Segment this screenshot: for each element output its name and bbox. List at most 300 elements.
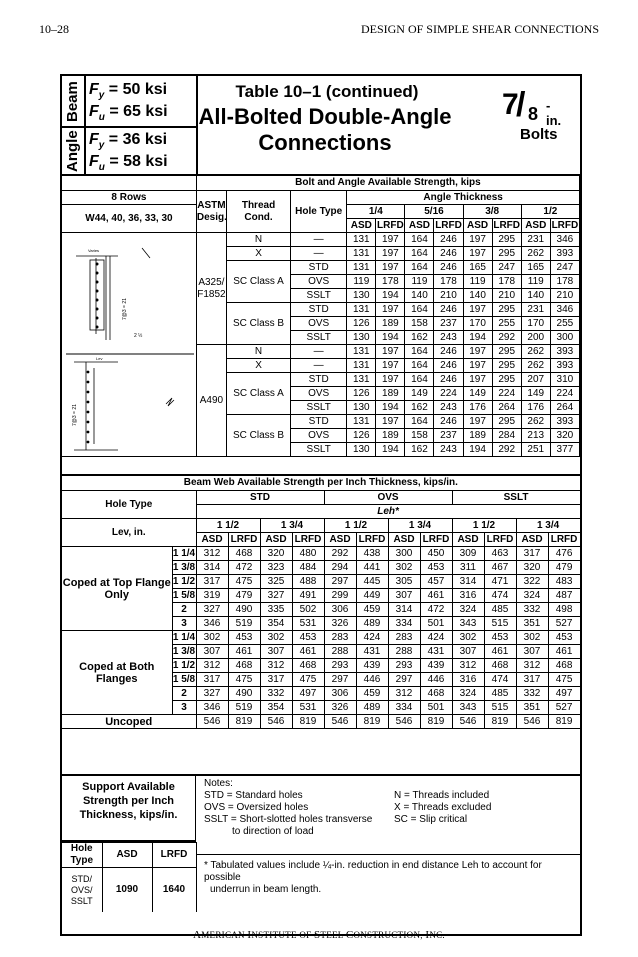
value-cell: 178 [550,275,579,289]
value-cell: 327 [260,589,292,603]
value-cell: 346 [196,617,228,631]
value-cell: 170 [463,317,492,331]
value-cell: 119 [521,275,550,289]
value-cell: 453 [420,561,452,575]
value-cell: 324 [516,589,548,603]
value-cell: 149 [463,387,492,401]
value-cell: 501 [420,701,452,715]
value-cell: 140 [463,289,492,303]
value-cell: 162 [405,443,434,457]
lev-label: Lev [96,356,103,361]
rows-label: 8 Rows [62,191,196,205]
notes-right: N = Threads included X = Threads excluded SC = Slip critical [394,790,492,825]
value-cell: 489 [356,701,388,715]
value-cell: 325 [260,575,292,589]
thread-cell: X [226,359,290,373]
value-cell: 284 [492,429,521,443]
asd-header: ASD [452,533,484,547]
web-row [62,547,580,561]
lev-value: 1 3/8 [172,561,196,573]
lrfd-header: LRFD [228,533,260,547]
leh-value: 1 1/2 [196,519,260,533]
value-cell: 322 [516,575,548,589]
value-cell: 194 [376,331,405,345]
value-cell: 498 [548,603,580,617]
notes-section [62,774,580,934]
lrfd-header: LRFD [484,533,516,547]
value-cell: 467 [484,561,516,575]
lev-value: 1 3/8 [172,645,196,657]
value-cell: 431 [356,645,388,659]
value-cell: 317 [196,575,228,589]
hole-cell: — [291,233,347,247]
section-label: Coped at Both Flanges [62,631,172,715]
leh-value: 1 1/2 [324,519,388,533]
value-cell: 210 [550,289,579,303]
value-cell: 474 [484,673,516,687]
value-cell: 131 [347,247,376,261]
asd-header: ASD [196,533,228,547]
thickness-2: 5/16 [405,205,463,219]
value-cell: 262 [521,345,550,359]
hole-cell: SSLT [291,401,347,415]
value-cell: 453 [484,631,516,645]
value-cell: 131 [347,303,376,317]
value-cell: 224 [492,387,521,401]
lrfd-h: LRFD [493,219,521,231]
value-cell: 475 [292,673,324,687]
lev-value: 2 [172,687,196,701]
value-cell: 119 [405,275,434,289]
value-cell: 162 [405,331,434,345]
value-cell: 546 [388,715,420,729]
value-cell: 262 [521,247,550,261]
value-cell: 346 [550,303,579,317]
footnote: * Tabulated values include ¼-in. reduction in end distance Leh to account for possible underrun in beam length. [204,860,542,895]
lev-value: 1 5/8 [172,673,196,685]
value-cell: 310 [550,373,579,387]
thread-cell: N [226,345,290,359]
hole-cell: STD [291,373,347,387]
support-table [62,842,197,912]
value-cell: 324 [452,687,484,701]
value-cell: 546 [260,715,292,729]
thickness-3: 3/8 [463,205,521,219]
value-cell: 164 [405,303,434,317]
hole-cell: SSLT [291,443,347,457]
value-cell: 332 [516,687,548,701]
value-cell: 197 [463,359,492,373]
value-cell: 332 [260,687,292,701]
value-cell: 140 [521,289,550,303]
value-cell: 162 [405,401,434,415]
value-cell: 346 [550,233,579,247]
value-cell: 246 [434,359,463,373]
value-cell: 475 [548,673,580,687]
value-cell: 459 [356,687,388,701]
value-cell: 292 [492,331,521,345]
value-cell: 302 [260,631,292,645]
value-cell: 293 [324,659,356,673]
web-table [62,474,581,729]
value-cell: 246 [434,303,463,317]
value-cell: 197 [463,247,492,261]
value-cell: 246 [434,373,463,387]
page-number: 10–28 [39,22,69,36]
blank-cell [62,175,196,191]
hole-cell: OVS [291,387,347,401]
value-cell: 247 [492,261,521,275]
value-cell: 299 [324,589,356,603]
value-cell: 502 [292,603,324,617]
thread-cell: SC Class B [226,303,290,345]
value-cell: 288 [324,645,356,659]
leh-header: Leh* [196,505,580,519]
value-cell: 189 [376,317,405,331]
value-cell: 463 [484,547,516,561]
value-cell: 468 [420,687,452,701]
leh-value: 1 3/4 [388,519,452,533]
hole-cell: STD [291,303,347,317]
std-header: STD [196,491,324,505]
value-cell: 476 [548,547,580,561]
table-frame [60,74,582,936]
value-cell: 519 [228,617,260,631]
value-cell: 445 [356,575,388,589]
value-cell: 393 [550,359,579,373]
value-cell: 200 [521,331,550,345]
value-cell: 307 [516,645,548,659]
value-cell: 178 [492,275,521,289]
value-cell: 197 [376,247,405,261]
value-cell: 247 [550,261,579,275]
value-cell: 312 [196,659,228,673]
thickness-1: 1/4 [347,205,405,219]
asd-h: ASD [347,219,376,233]
value-cell: 262 [521,415,550,429]
value-cell: 295 [492,247,521,261]
hole-cell: OVS [291,429,347,443]
value-cell: 197 [463,373,492,387]
value-cell: 302 [516,631,548,645]
value-cell: 439 [420,659,452,673]
value-cell: 283 [388,631,420,645]
dim3-label: 7@3 = 21 [72,404,78,426]
angle-label: Angle [64,130,81,172]
value-cell: 489 [356,617,388,631]
value-cell: 468 [548,659,580,673]
value-cell: 819 [548,715,580,729]
value-cell: 487 [548,589,580,603]
support-hole-values: STD/ OVS/ SSLT [62,868,102,913]
value-cell: 490 [228,603,260,617]
value-cell: 246 [434,233,463,247]
beam-fu: $F_u = 65$ ksi [89,103,168,124]
value-cell: 130 [347,331,376,345]
support-asd-value: 1090 [102,868,152,913]
value-cell: 306 [324,603,356,617]
shapes-label: W44, 40, 36, 33, 30 [62,205,196,233]
value-cell: 126 [347,387,376,401]
leh-value: 1 3/4 [516,519,580,533]
value-cell: 158 [405,317,434,331]
value-cell: 165 [463,261,492,275]
value-cell: 302 [452,631,484,645]
value-cell: 351 [516,617,548,631]
hole-cell: — [291,359,347,373]
page-header [39,22,599,38]
value-cell: 334 [388,617,420,631]
value-cell: 453 [228,631,260,645]
value-cell: 130 [347,401,376,415]
value-cell: 450 [420,547,452,561]
support-lrfd: LRFD [152,843,196,868]
value-cell: 446 [356,673,388,687]
value-cell: 393 [550,247,579,261]
value-cell: 164 [405,415,434,429]
hole-cell: SSLT [291,331,347,345]
hole-cell: OVS [291,275,347,289]
value-cell: 295 [492,373,521,387]
sslt-header: SSLT [452,491,580,505]
value-cell: 468 [228,659,260,673]
value-cell: 307 [452,645,484,659]
value-cell: 320 [516,561,548,575]
value-cell: 441 [356,561,388,575]
value-cell: 343 [452,617,484,631]
astm-cell: A490 [196,345,226,457]
value-cell: 264 [492,401,521,415]
value-cell: 484 [292,561,324,575]
lrfd-header: LRFD [356,533,388,547]
value-cell: 302 [196,631,228,645]
value-cell: 189 [376,429,405,443]
value-cell: 317 [260,673,292,687]
notes-left: Notes: STD = Standard holes OVS = Oversized holes SSLT = Short-slotted holes transverse to direction of load [204,778,373,837]
value-cell: 316 [452,589,484,603]
value-cell: 255 [550,317,579,331]
value-cell: 194 [463,331,492,345]
value-cell: 472 [228,561,260,575]
value-cell: 546 [196,715,228,729]
value-cell: 475 [228,673,260,687]
asd-header: ASD [260,533,292,547]
value-cell: 320 [260,547,292,561]
value-cell: 149 [521,387,550,401]
lrfd-h: LRFD [435,219,462,231]
value-cell: 312 [196,547,228,561]
value-cell: 317 [516,673,548,687]
value-cell: 546 [452,715,484,729]
value-cell: 461 [228,645,260,659]
value-cell: 243 [434,443,463,457]
value-cell: 164 [405,233,434,247]
value-cell: 531 [292,617,324,631]
value-cell: 197 [376,303,405,317]
value-cell: 819 [292,715,324,729]
uncoped-label: Uncoped [62,715,196,729]
value-cell: 210 [434,289,463,303]
lev-value: 1 1/4 [172,547,196,559]
value-cell: 197 [376,345,405,359]
value-cell: 197 [376,373,405,387]
angle-thickness-header: Angle Thickness [347,191,580,205]
asd-h: ASD [405,219,434,233]
value-cell: 126 [347,429,376,443]
thread-cell: X [226,247,290,261]
value-cell: 178 [376,275,405,289]
value-cell: 546 [516,715,548,729]
value-cell: 246 [434,247,463,261]
strength-caption: Bolt and Angle Available Strength, kips [196,175,579,191]
value-cell: 485 [484,687,516,701]
value-cell: 472 [420,603,452,617]
support-label: Support Available Strength per Inch Thickness, kips/in. [62,774,196,840]
value-cell: 237 [434,317,463,331]
value-cell: 126 [347,317,376,331]
value-cell: 431 [420,645,452,659]
value-cell: 461 [484,645,516,659]
value-cell: 819 [228,715,260,729]
thread-cell: N [226,233,290,247]
value-cell: 309 [452,547,484,561]
value-cell: 307 [260,645,292,659]
value-cell: 164 [405,261,434,275]
ovs-header: OVS [324,491,452,505]
value-cell: 224 [434,387,463,401]
value-cell: 446 [420,673,452,687]
value-cell: 335 [260,603,292,617]
value-cell: 170 [521,317,550,331]
hole-cell: STD [291,415,347,429]
beam-fy: $F_y = 50$ ksi [89,81,168,102]
value-cell: 343 [452,701,484,715]
value-cell: 320 [550,429,579,443]
dim2-label: 2 ½ [134,333,143,339]
value-cell: 819 [484,715,516,729]
value-cell: 819 [420,715,452,729]
table-number: Table 10–1 (continued) [235,82,419,101]
value-cell: 295 [492,345,521,359]
value-cell: 243 [434,331,463,345]
value-cell: 453 [292,631,324,645]
value-cell: 449 [356,589,388,603]
support-lrfd-value: 1640 [152,868,196,913]
value-cell: 483 [548,575,580,589]
value-cell: 346 [196,701,228,715]
value-cell: 485 [484,603,516,617]
asd-header: ASD [388,533,420,547]
value-cell: 158 [405,429,434,443]
value-cell: 439 [356,659,388,673]
value-cell: 131 [347,373,376,387]
thread-cell: SC Class A [226,373,290,415]
value-cell: 300 [550,331,579,345]
value-cell: 194 [463,443,492,457]
value-cell: 164 [405,373,434,387]
hole-cell: SSLT [291,289,347,303]
value-cell: 264 [550,401,579,415]
value-cell: 297 [324,673,356,687]
value-cell: 164 [405,359,434,373]
hole-cell: STD [291,261,347,275]
value-cell: 474 [484,589,516,603]
value-cell: 119 [347,275,376,289]
value-cell: 164 [405,345,434,359]
value-cell: 314 [452,575,484,589]
lev-value: 1 1/2 [172,575,196,587]
lev-value: 1 5/8 [172,589,196,601]
value-cell: 149 [405,387,434,401]
value-cell: 197 [463,415,492,429]
value-cell: 231 [521,303,550,317]
value-cell: 243 [434,401,463,415]
asd-h: ASD [521,219,550,233]
value-cell: 292 [324,547,356,561]
value-cell: 197 [463,345,492,359]
value-cell: 312 [388,687,420,701]
value-cell: 479 [548,561,580,575]
value-cell: 246 [434,345,463,359]
lev-header: Lev, in. [62,519,196,547]
value-cell: 255 [492,317,521,331]
value-cell: 197 [376,359,405,373]
value-cell: 424 [420,631,452,645]
value-cell: 326 [324,617,356,631]
value-cell: 131 [347,261,376,275]
value-cell: 531 [292,701,324,715]
lev-value: 1 1/4 [172,631,196,643]
lrfd-header: LRFD [420,533,452,547]
value-cell: 459 [356,603,388,617]
value-cell: 130 [347,289,376,303]
value-cell: 323 [260,561,292,575]
section-title: DESIGN OF SIMPLE SHEAR CONNECTIONS [360,22,599,36]
value-cell: 527 [548,701,580,715]
value-cell: 295 [492,359,521,373]
value-cell: 164 [405,247,434,261]
value-cell: 251 [521,443,550,457]
section-label: Coped at Top Flange Only [62,547,172,631]
value-cell: 197 [463,233,492,247]
value-cell: 165 [521,261,550,275]
table-title: All-Bolted Double-Angle Connections [198,104,452,155]
value-cell: 262 [521,359,550,373]
value-cell: 197 [376,415,405,429]
value-cell: 194 [376,443,405,457]
value-cell: 334 [388,701,420,715]
value-cell: 527 [548,617,580,631]
value-cell: 457 [420,575,452,589]
beam-label: Beam [64,81,81,122]
value-cell: 319 [196,589,228,603]
hole-cell: — [291,247,347,261]
web-row [62,631,580,645]
value-cell: 453 [548,631,580,645]
value-cell: 210 [492,289,521,303]
value-cell: 131 [347,345,376,359]
thread-cell: SC Class A [226,261,290,303]
page-footer: AMERICAN INSTITUTE OF STEEL CONSTRUCTION, INC. [193,929,445,941]
value-cell: 297 [324,575,356,589]
value-cell: 176 [463,401,492,415]
value-cell: 393 [550,415,579,429]
value-cell: 312 [452,659,484,673]
angle-fy: $F_y = 36$ ksi [89,131,168,152]
value-cell: 475 [228,575,260,589]
value-cell: 332 [516,603,548,617]
value-cell: 461 [292,645,324,659]
